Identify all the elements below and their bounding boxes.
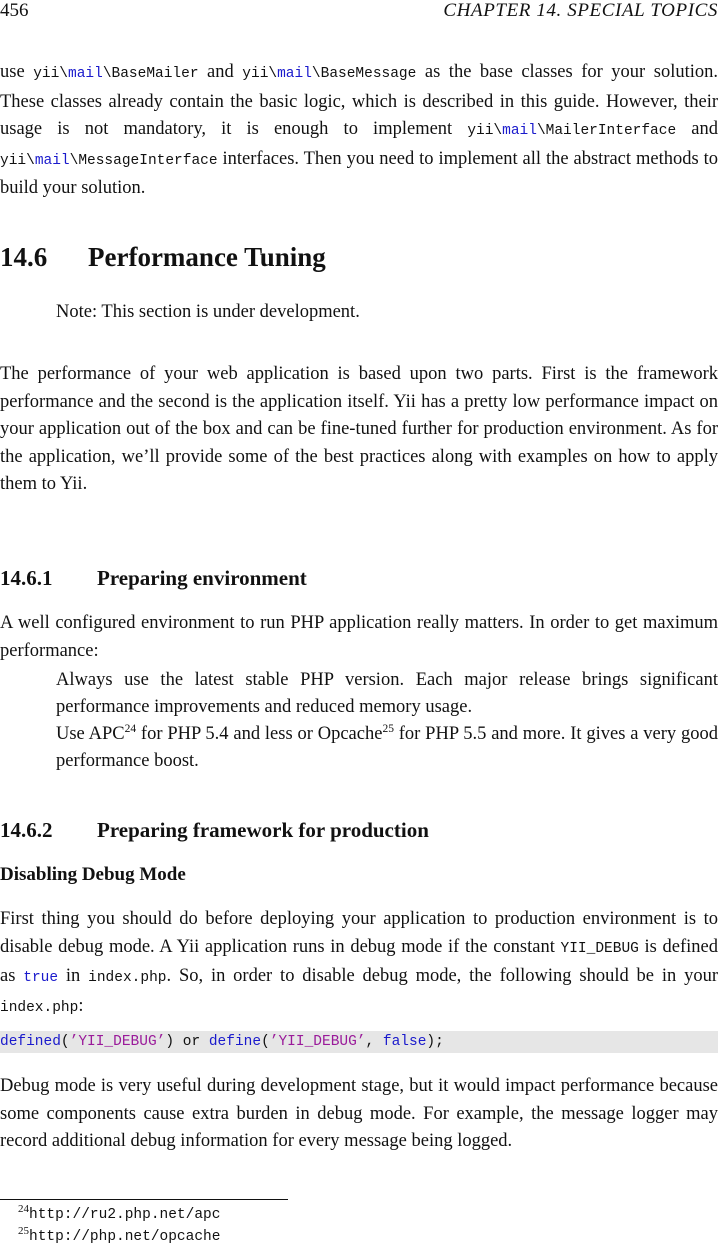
subsection-heading-production <box>0 818 429 843</box>
inline-code: YII_DEBUG <box>560 940 639 957</box>
footnote: $^{25}$http://php.net/opcache <box>18 1225 221 1245</box>
chapter-running-title: CHAPTER 14. SPECIAL TOPICS <box>443 0 718 21</box>
section-number: 14.6 <box>0 242 48 272</box>
subsection-title: Preparing environment <box>97 566 307 590</box>
section-title: Performance Tuning <box>88 242 326 272</box>
page-number: 456 <box>0 0 29 21</box>
list-item: Use APC$^{24}$ for PHP 5.4 and less or Opcache$^{25}$ for PHP 5.5 and more. It gives a very good performance boost. <box>56 723 718 771</box>
subsection-title: Preparing framework for production <box>97 818 429 842</box>
inline-code: true <box>23 970 59 986</box>
footnote-link[interactable]: http://ru2.php.net/apc <box>29 1207 221 1223</box>
footnote: $^{24}$http://ru2.php.net/apc <box>18 1203 221 1223</box>
subsection-number: 14.6.2 <box>0 818 53 842</box>
inline-code: index.php <box>0 999 79 1016</box>
footnote-mark: 24 <box>124 723 137 735</box>
subsection-number: 14.6.1 <box>0 566 53 590</box>
footnote-link[interactable]: http://php.net/opcache <box>29 1229 221 1245</box>
intro-paragraph: use yii\mail\BaseMailer and yii\mail\BaseMessage as the base classes for your solution. These classes already contain the basic logic, which is described in this guide. However, their usage is not mandatory, it is enough to implement yii\mail\MailerInterface and yii\mail\MessageInterface interfaces. Then you need to implement all the abstract methods to build your solution. <box>0 62 718 198</box>
paragraph-heading-debug: Disabling Debug Mode <box>0 864 186 885</box>
list-item: Always use the latest stable PHP version. Each major release brings significant performance improvements and reduced memory usage. <box>56 670 718 717</box>
footnote-rule <box>0 1199 288 1200</box>
environment-paragraph: A well configured environment to run PHP application really matters. In order to get maximum performance: <box>0 613 718 661</box>
footnote-mark: 25 <box>382 723 394 735</box>
debug-paragraph: First thing you should do before deploying your application to production environment is to disable debug mode. A Yii application runs in debug mode if the constant YII_DEBUG is defined as true in index.php. So, in order to disable debug mode, the following should be in your index.php: <box>0 909 718 1016</box>
inline-code: index.php <box>88 970 167 986</box>
section-heading <box>0 242 326 273</box>
debug-impact-paragraph: Debug mode is very useful during development stage, but it would impact performance because some components cause extra burden in debug mode. For example, the message logger may record additional debug information for every message being logged. <box>0 1076 718 1151</box>
code-block: defined(’YII_DEBUG’) or define(’YII_DEBUG’, false); <box>0 1031 718 1053</box>
development-note: Note: This section is under development. <box>56 302 360 322</box>
performance-paragraph: The performance of your web application is based upon two parts. First is the framework performance and the second is the application itself. Yii has a pretty low performance impact on your application out of the box and can be fine-tuned further for production environment. As for the application, we’ll provide some of the best practices along with examples on how to apply them to Yii. <box>0 364 718 494</box>
subsection-heading-environment <box>0 566 307 591</box>
